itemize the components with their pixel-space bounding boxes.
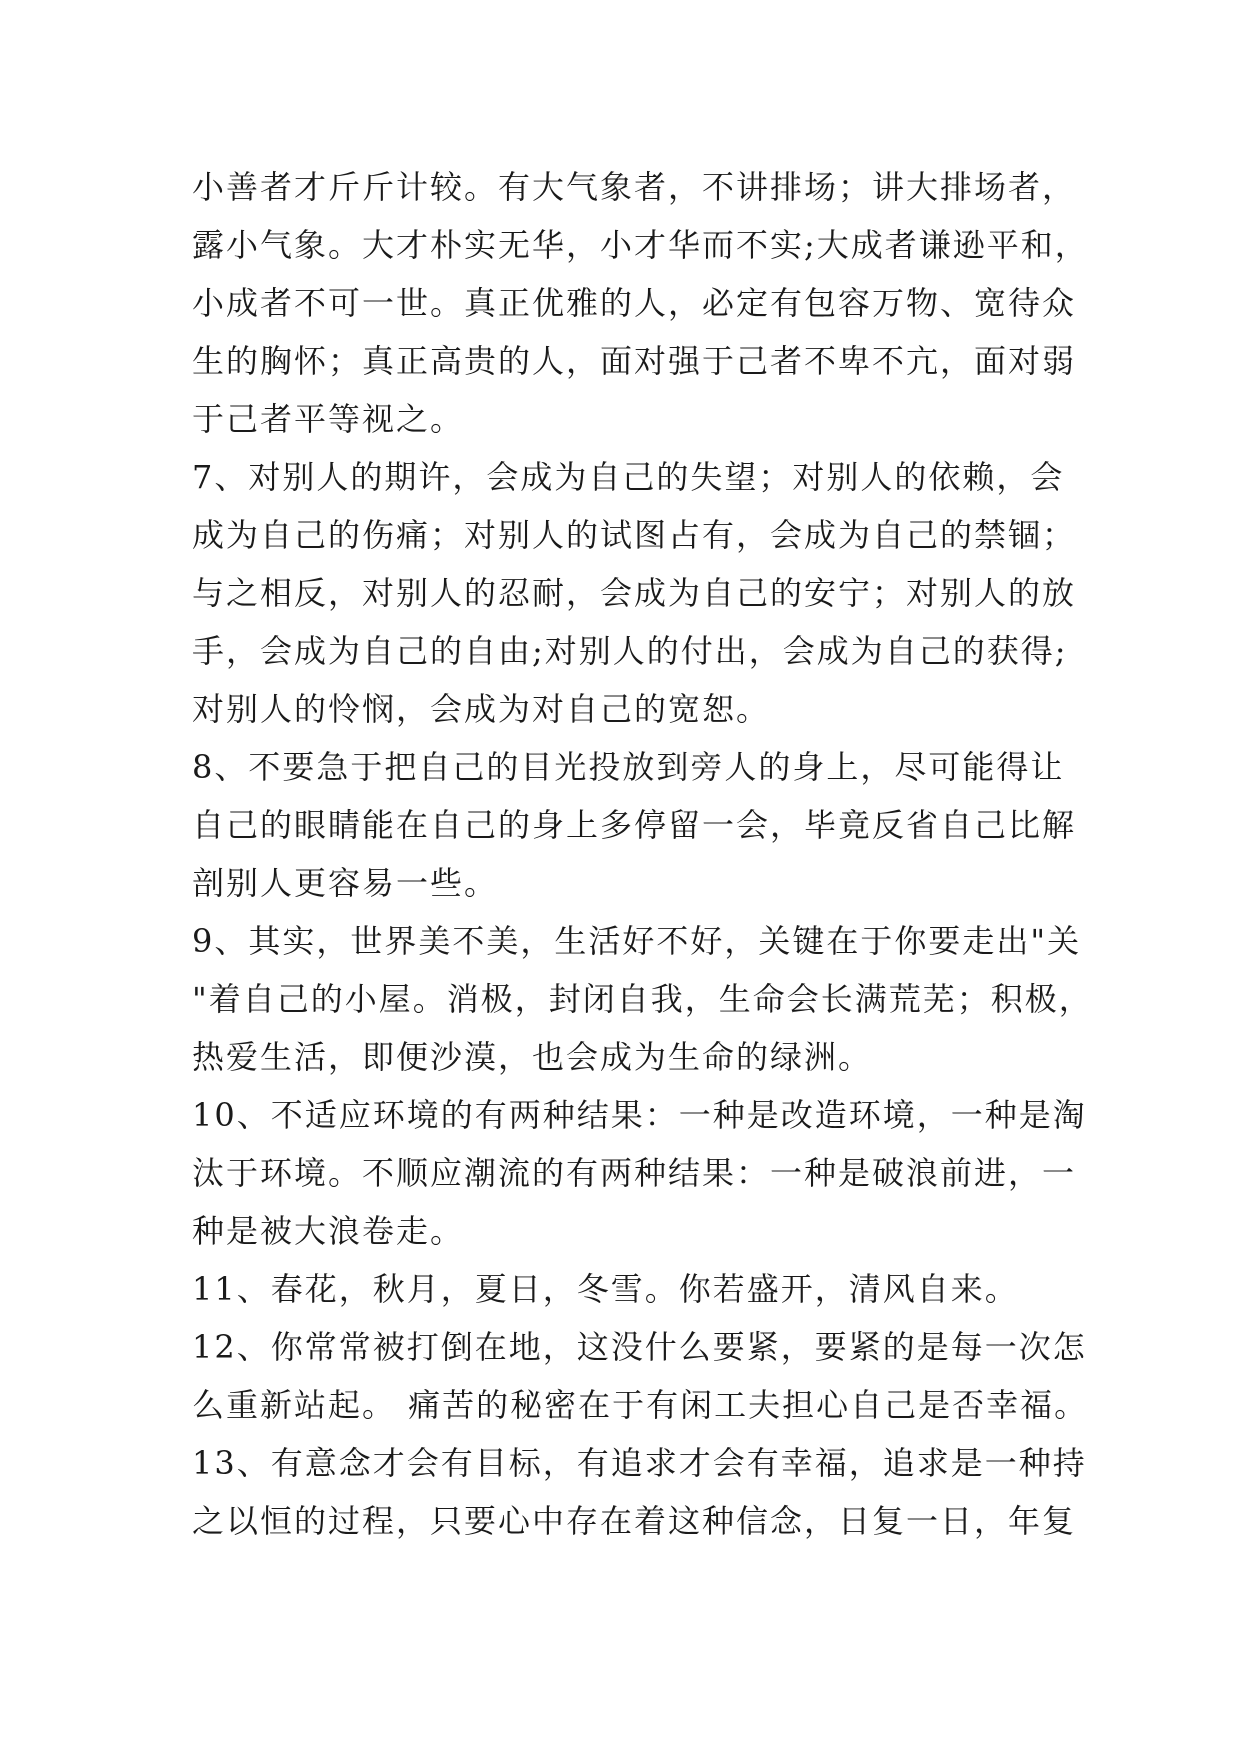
text-line: 成为自己的伤痛；对别人的试图占有，会成为自己的禁锢； [192, 516, 1077, 554]
text-line: 12、你常常被打倒在地，这没什么要紧，要紧的是每一次怎 [192, 1328, 1087, 1366]
text-line: 与之相反，对别人的忍耐，会成为自己的安宁；对别人的放 [192, 574, 1077, 612]
text-line: 小善者才斤斤计较。有大气象者，不讲排场；讲大排场者， [192, 168, 1077, 206]
text-line: 8、不要急于把自己的目光投放到旁人的身上，尽可能得让 [192, 748, 1065, 786]
text-line: 手，会成为自己的自由;对别人的付出，会成为自己的获得; [192, 632, 1068, 670]
text-line: 生的胸怀；真正高贵的人，面对强于己者不卑不亢，面对弱 [192, 342, 1077, 380]
text-line: 种是被大浪卷走。 [192, 1212, 465, 1250]
body-text [192, 158, 1092, 1550]
text-line: 么重新站起。 痛苦的秘密在于有闲工夫担心自己是否幸福。 [192, 1386, 1089, 1424]
text-line: 自己的眼睛能在自己的身上多停留一会，毕竟反省自己比解 [192, 806, 1077, 844]
text-line: 11、春花，秋月，夏日，冬雪。你若盛开，清风自来。 [192, 1270, 1019, 1308]
text-line: 10、不适应环境的有两种结果：一种是改造环境，一种是淘 [192, 1096, 1087, 1134]
text-line: 之以恒的过程，只要心中存在着这种信念，日复一日，年复 [192, 1502, 1077, 1540]
text-line: 剖别人更容易一些。 [192, 864, 499, 902]
text-line: 于己者平等视之。 [192, 400, 465, 438]
text-line: 7、对别人的期许，会成为自己的失望；对别人的依赖，会 [192, 458, 1065, 496]
text-line: 露小气象。大才朴实无华，小才华而不实;大成者谦逊平和， [192, 226, 1089, 264]
text-line: 对别人的怜悯，会成为对自己的宽恕。 [192, 690, 771, 728]
text-line: "着自己的小屋。消极，封闭自我，生命会长满荒芜；积极， [192, 980, 1093, 1018]
text-line: 小成者不可一世。真正优雅的人，必定有包容万物、宽待众 [192, 284, 1077, 322]
text-line: 13、有意念才会有目标，有追求才会有幸福，追求是一种持 [192, 1444, 1087, 1482]
text-line: 热爱生活，即便沙漠，也会成为生命的绿洲。 [192, 1038, 873, 1076]
text-line: 汰于环境。不顺应潮流的有两种结果：一种是破浪前进，一 [192, 1154, 1077, 1192]
text-line: 9、其实，世界美不美，生活好不好，关键在于你要走出"关 [192, 922, 1082, 960]
